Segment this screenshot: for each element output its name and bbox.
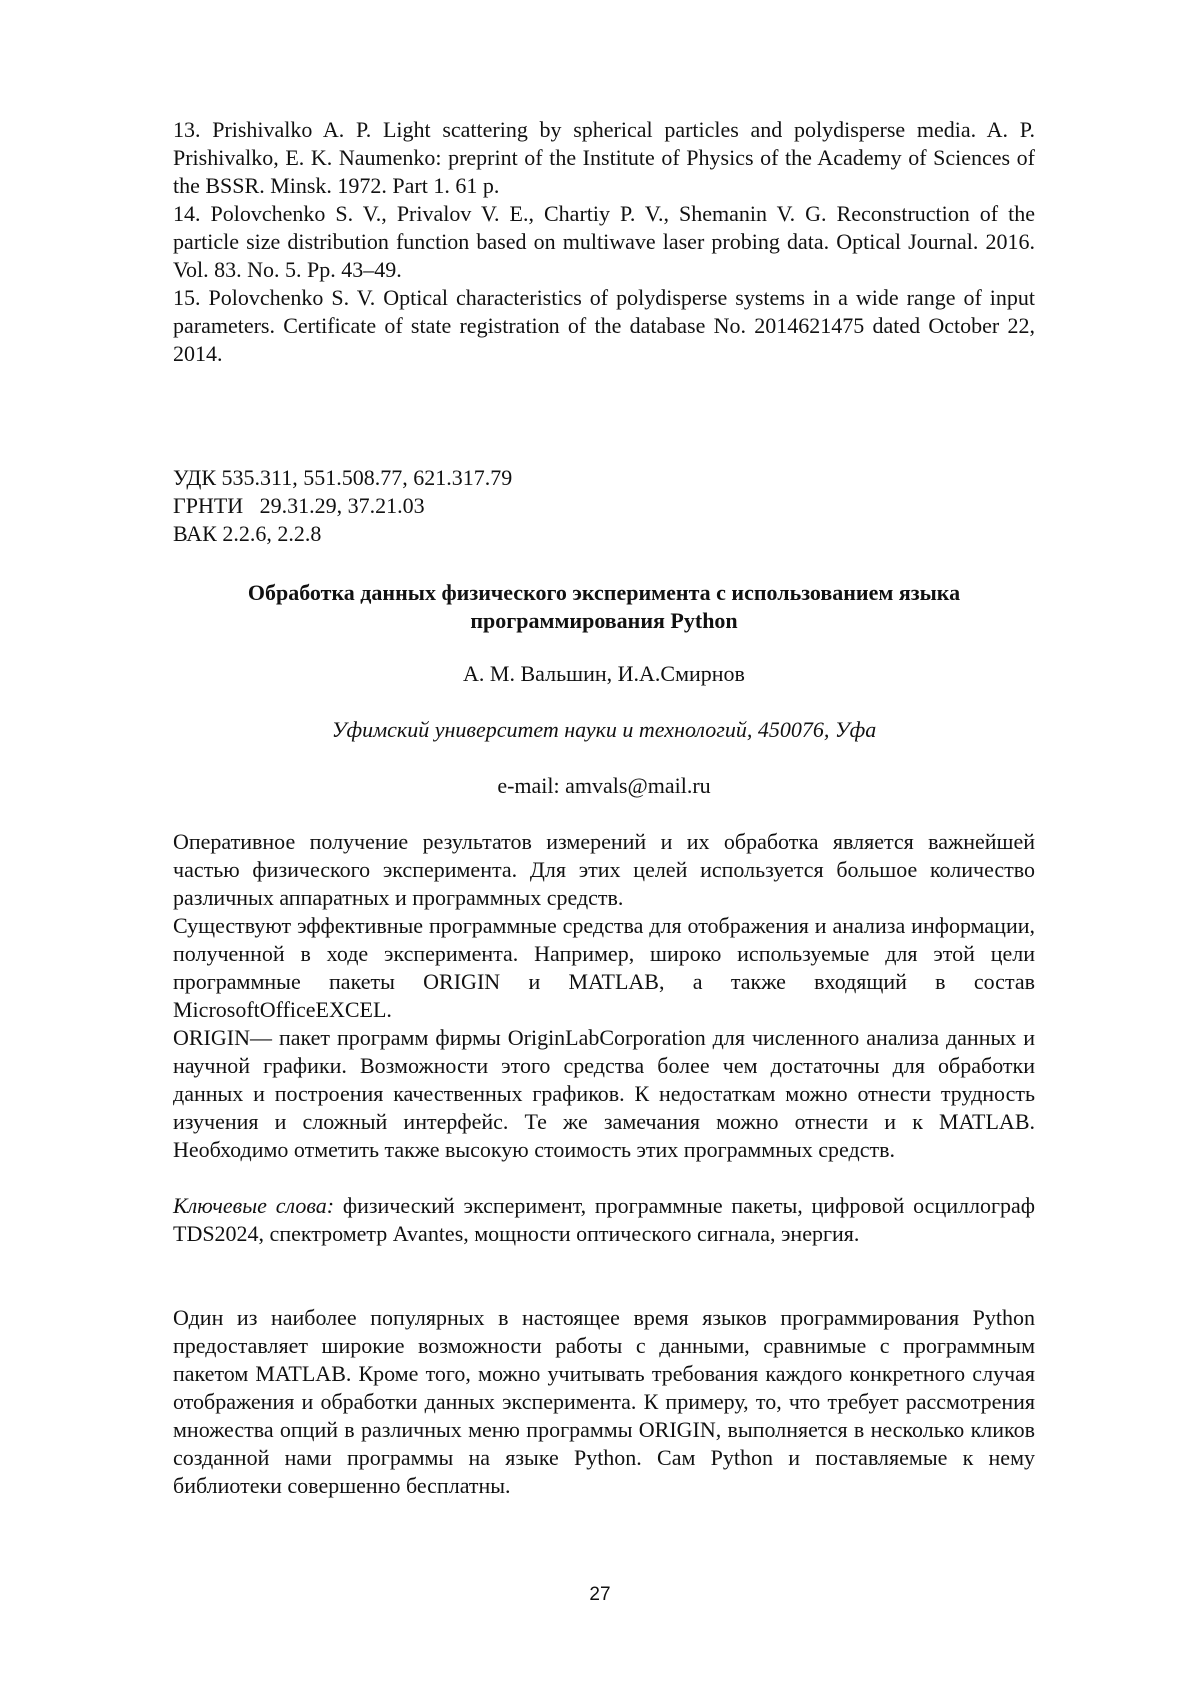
abstract-paragraph: ORIGIN— пакет программ фирмы OriginLabCorporation для численного анализа данных и научной графики. Возможности этого средства более чем достаточны для обработки данных и построения качественных графиков. К недостаткам можно отнести трудность изучения и сложный интерфейс. Те же замечания можно отнести и к MATLAB. Необходимо отметить также высокую стоимость этих программных средств. bbox=[173, 1024, 1035, 1164]
grnti-code: ГРНТИ 29.31.29, 37.21.03 bbox=[173, 492, 1035, 520]
page-number: 27 bbox=[0, 1584, 1200, 1606]
vak-code: ВАК 2.2.6, 2.2.8 bbox=[173, 520, 1035, 548]
abstract-paragraph: Существуют эффективные программные средства для отображения и анализа информации, полученной в ходе эксперимента. Например, широко используемые для этой цели программные пакеты ORIGIN и MATLAB, а также входящий в состав MicrosoftOfficeEXCEL. bbox=[173, 912, 1035, 1024]
reference-item: 13. Prishivalko A. P. Light scattering by spherical particles and polydisperse media. A. P. Prishivalko, E. K. Naumenko: preprint of the Institute of Physics of the Academy of Sciences of the BSSR. Minsk. 1972. Part 1. 61 p. bbox=[173, 116, 1035, 200]
reference-list bbox=[173, 116, 1035, 368]
reference-item: 15. Polovchenko S. V. Optical characteristics of polydisperse systems in a wide range of input parameters. Certificate of state registration of the database No. 2014621475 dated October 22, 2014. bbox=[173, 284, 1035, 368]
keywords bbox=[173, 1192, 1035, 1248]
abstract-paragraph: Оперативное получение результатов измерений и их обработка является важнейшей частью физического эксперимента. Для этих целей используется большое количество различных аппаратных и программных средств. bbox=[173, 828, 1035, 912]
abstract bbox=[173, 828, 1035, 1164]
article-authors: А. М. Вальшин, И.А.Смирнов bbox=[173, 660, 1035, 688]
author-email: e-mail: amvals@mail.ru bbox=[173, 772, 1035, 800]
body-paragraph: Один из наиболее популярных в настоящее время языков программирования Python предоставляет широкие возможности работы с данными, сравнимые с программным пакетом MATLAB. Кроме того, можно учитывать требования каждого конкретного случая отображения и обработки данных эксперимента. К примеру, то, что требует рассмотрения множества опций в различных меню программы ORIGIN, выполняется в несколько кликов созданной нами программы на языке Python. Сам Python и поставляемые к нему библиотеки совершенно бесплатны. bbox=[173, 1304, 1035, 1500]
article-title-line: программирования Python bbox=[173, 607, 1035, 635]
document-page bbox=[173, 116, 1035, 1500]
keywords-text: физический эксперимент, программные пакеты, цифровой осциллограф TDS2024, спектрометр Avantes, мощности оптического сигнала, энергия. bbox=[173, 1193, 1035, 1246]
udk-code: УДК 535.311, 551.508.77, 621.317.79 bbox=[173, 464, 1035, 492]
classification-codes bbox=[173, 464, 1035, 548]
article-affiliation: Уфимский университет науки и технологий, 450076, Уфа bbox=[173, 716, 1035, 744]
keywords-label: Ключевые слова: bbox=[173, 1193, 334, 1218]
reference-item: 14. Polovchenko S. V., Privalov V. E., Chartiy P. V., Shemanin V. G. Reconstruction of the particle size distribution function based on multiwave laser probing data. Optical Journal. 2016. Vol. 83. No. 5. Pp. 43–49. bbox=[173, 200, 1035, 284]
article-title-line: Обработка данных физического эксперимента с использованием языка bbox=[173, 579, 1035, 607]
article-title bbox=[173, 579, 1035, 635]
